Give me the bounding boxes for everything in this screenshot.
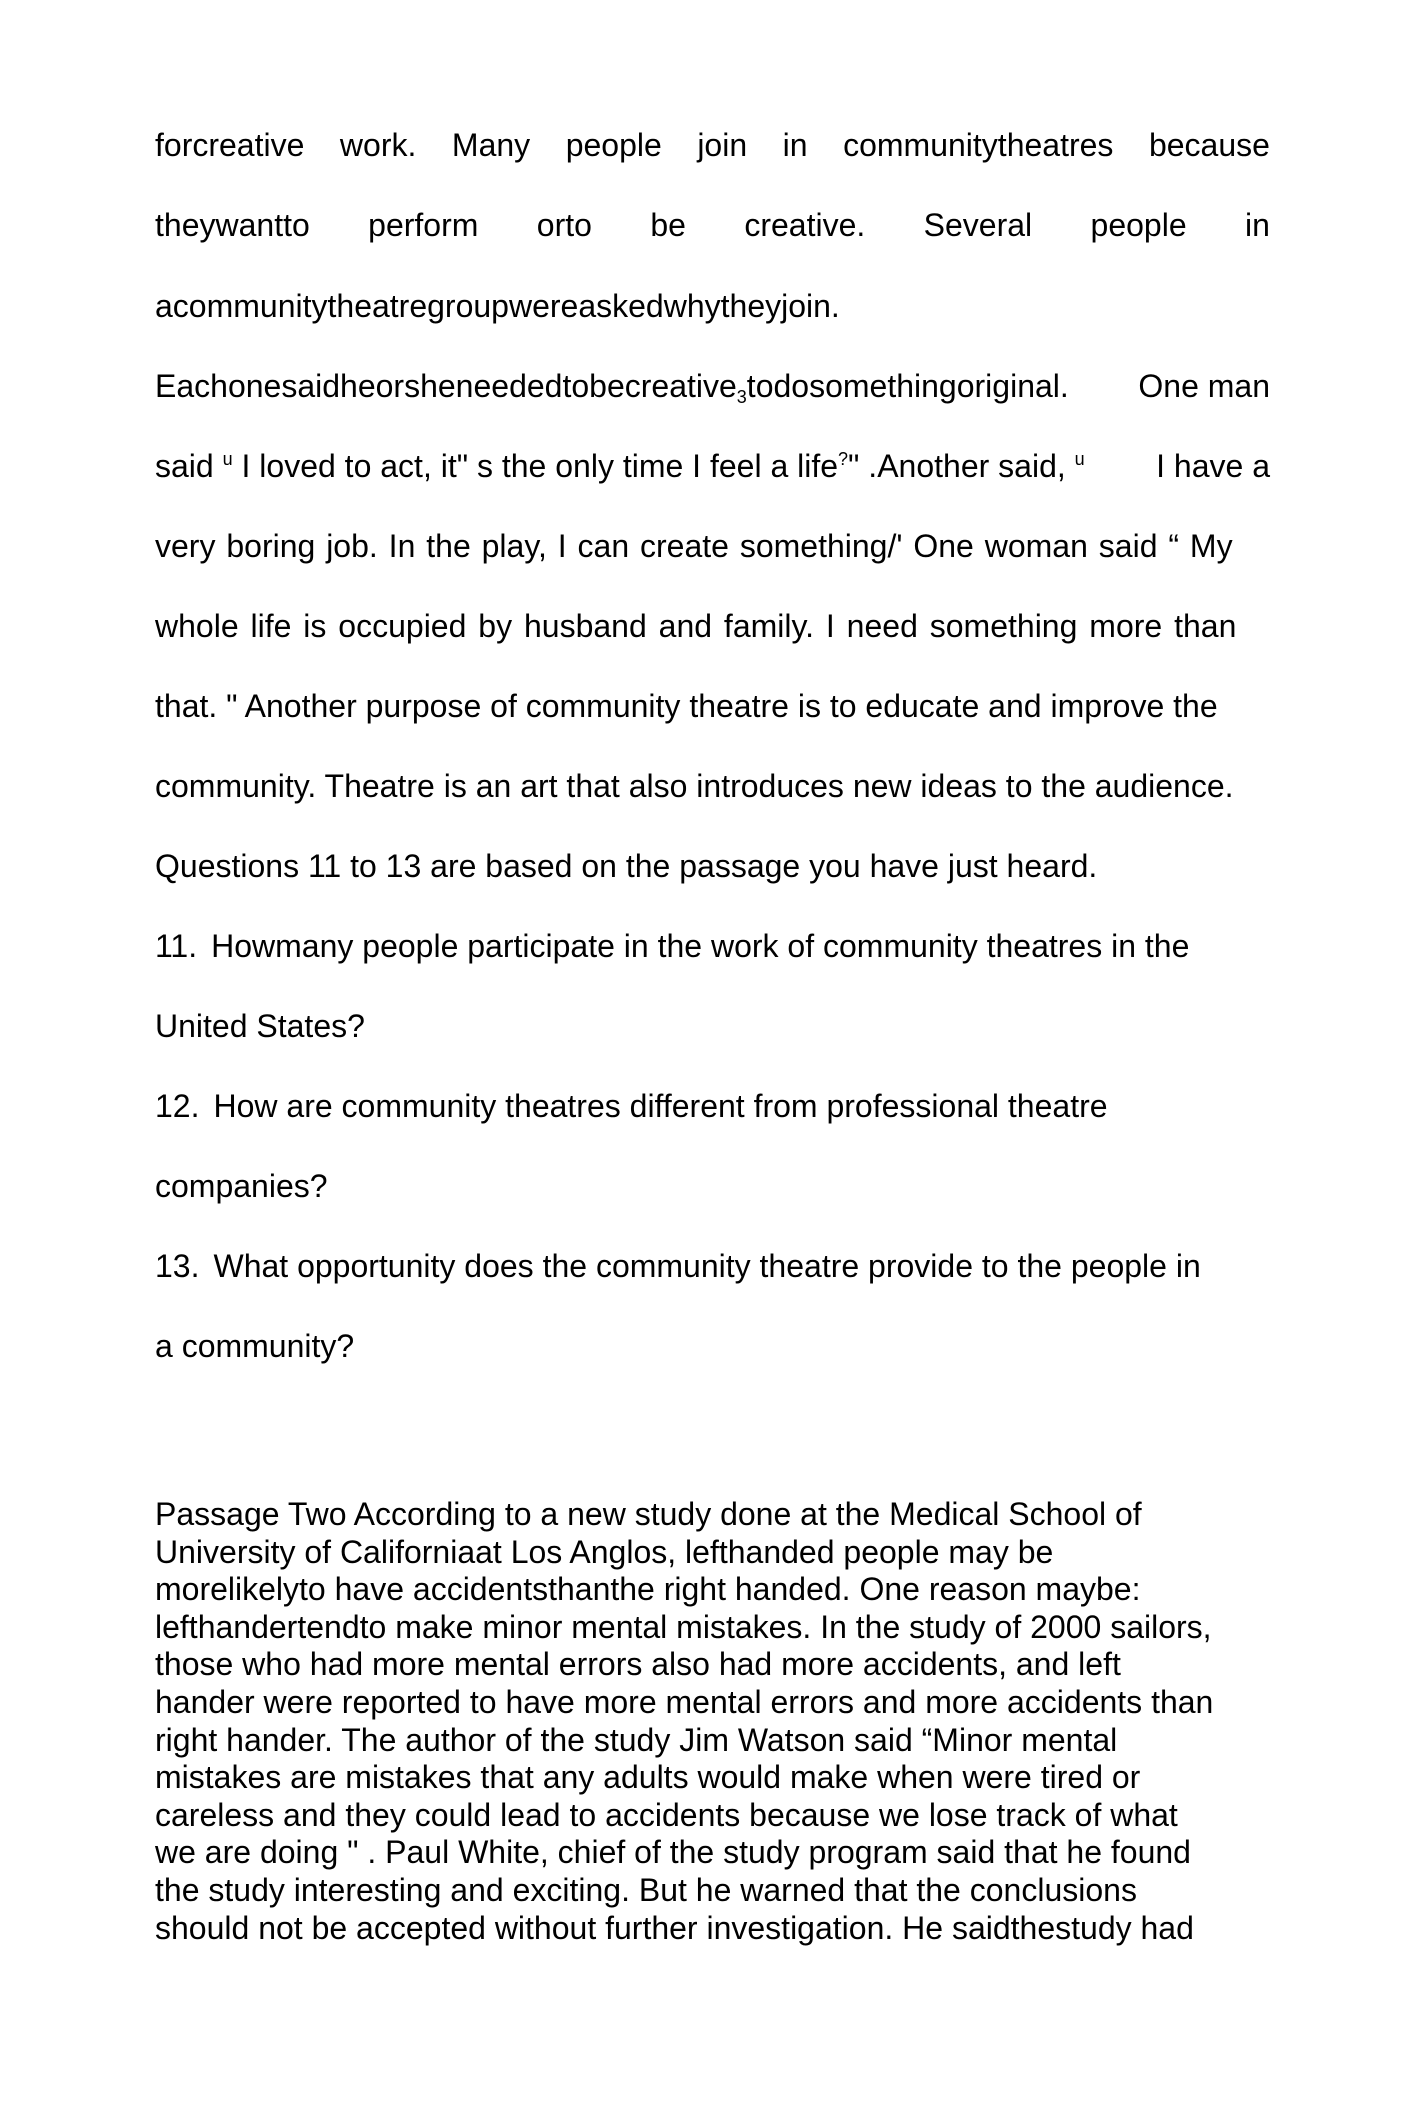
question-number: 11.	[155, 928, 198, 964]
question-text: What opportunity does the community theatre provide to the people in	[213, 1248, 1201, 1284]
superscript-mark: u	[1074, 449, 1085, 469]
passage-two-line: should not be accepted without further investigation. He saidthestudy had	[155, 1909, 1194, 1946]
passage-two-line: University of Californiaat Los Anglos, lefthanded people may be	[155, 1533, 1054, 1570]
passage-one-line-4	[155, 366, 1270, 406]
passage-one-line-8: that. " Another purpose of community theatre is to educate and improve the	[155, 688, 1218, 724]
word: because	[1148, 127, 1270, 163]
word: creative.	[744, 207, 866, 243]
text-run: todosomethingoriginal.	[746, 368, 1069, 404]
question-12-line-1	[155, 1086, 1270, 1126]
question-11-line-1	[155, 926, 1270, 966]
text-run: " .Another said,	[848, 448, 1075, 484]
passage-one-line-6: very boring job. In the play, I can create something/' One woman said “ My	[155, 528, 1233, 564]
text-run: Eachonesaidheorsheneededtobecreative	[155, 368, 737, 404]
question-12-line-2: companies?	[155, 1168, 328, 1204]
passage-one-line-1	[155, 125, 1270, 165]
question-text: How are community theatres different from professional theatre	[213, 1088, 1108, 1124]
passage-two-line: we are doing " . Paul White, chief of the study program said that he found	[155, 1834, 1191, 1871]
question-number: 13.	[155, 1248, 200, 1284]
word: Many	[451, 127, 531, 163]
superscript-mark: u	[222, 449, 233, 469]
question-text: Howmany people participate in the work of community theatres in the	[211, 928, 1190, 964]
text-run: said	[155, 448, 223, 484]
word: people	[565, 127, 662, 163]
passage-two-line: careless and they could lead to accidents because we lose track of what	[155, 1796, 1178, 1833]
passage-one-line-5	[155, 446, 1270, 486]
word: be	[650, 207, 686, 243]
word: orto	[536, 207, 592, 243]
superscript-mark: ?	[838, 449, 849, 469]
line-5-main	[155, 446, 1085, 486]
passage-one-line-7: whole life is occupied by husband and family. I need something more than	[155, 608, 1237, 644]
word: in	[782, 127, 808, 163]
passage-one-line-3: acommunitytheatregroupwereaskedwhytheyjoin.	[155, 288, 840, 324]
passage-one-line-2	[155, 205, 1270, 245]
word: people	[1090, 207, 1187, 243]
word: perform	[368, 207, 479, 243]
word: join	[697, 127, 748, 163]
line-4-main	[155, 366, 1069, 406]
passage-two-line: lefthandertendto make minor mental mistakes. In the study of 2000 sailors,	[155, 1608, 1212, 1645]
word: work.	[339, 127, 417, 163]
passage-one-line-9: community. Theatre is an art that also introduces new ideas to the audience.	[155, 768, 1234, 804]
questions-intro: Questions 11 to 13 are based on the passage you have just heard.	[155, 848, 1098, 884]
subscript-mark: 3	[736, 387, 747, 407]
text-run: I have a	[1147, 448, 1270, 484]
question-13-line-2: a community?	[155, 1328, 355, 1364]
word: theywantto	[155, 207, 310, 243]
passage-two	[155, 1496, 1270, 1947]
word: Several	[923, 207, 1033, 243]
question-13-line-1	[155, 1246, 1270, 1286]
passage-two-line: morelikelyto have accidentsthanthe right handed. One reason maybe:	[155, 1571, 1141, 1608]
passage-two-line: right hander. The author of the study Jim Watson said “Minor mental	[155, 1721, 1118, 1758]
passage-two-line: hander were reported to have more mental errors and more accidents than	[155, 1683, 1214, 1720]
question-number: 12.	[155, 1088, 200, 1124]
text-run: One man	[1138, 368, 1270, 404]
passage-two-line: mistakes are mistakes that any adults would make when were tired or	[155, 1759, 1141, 1796]
passage-two-line: Passage Two According to a new study done at the Medical School of	[155, 1496, 1142, 1532]
question-11-line-2: United States?	[155, 1008, 365, 1044]
text-run: I loved to act, it" s the only time I feel a life	[232, 448, 839, 484]
word: forcreative	[155, 127, 305, 163]
passage-two-line: those who had more mental errors also had more accidents, and left	[155, 1646, 1121, 1683]
word: communitytheatres	[843, 127, 1114, 163]
word: in	[1245, 207, 1270, 243]
passage-two-line: the study interesting and exciting. But he warned that the conclusions	[155, 1871, 1137, 1908]
